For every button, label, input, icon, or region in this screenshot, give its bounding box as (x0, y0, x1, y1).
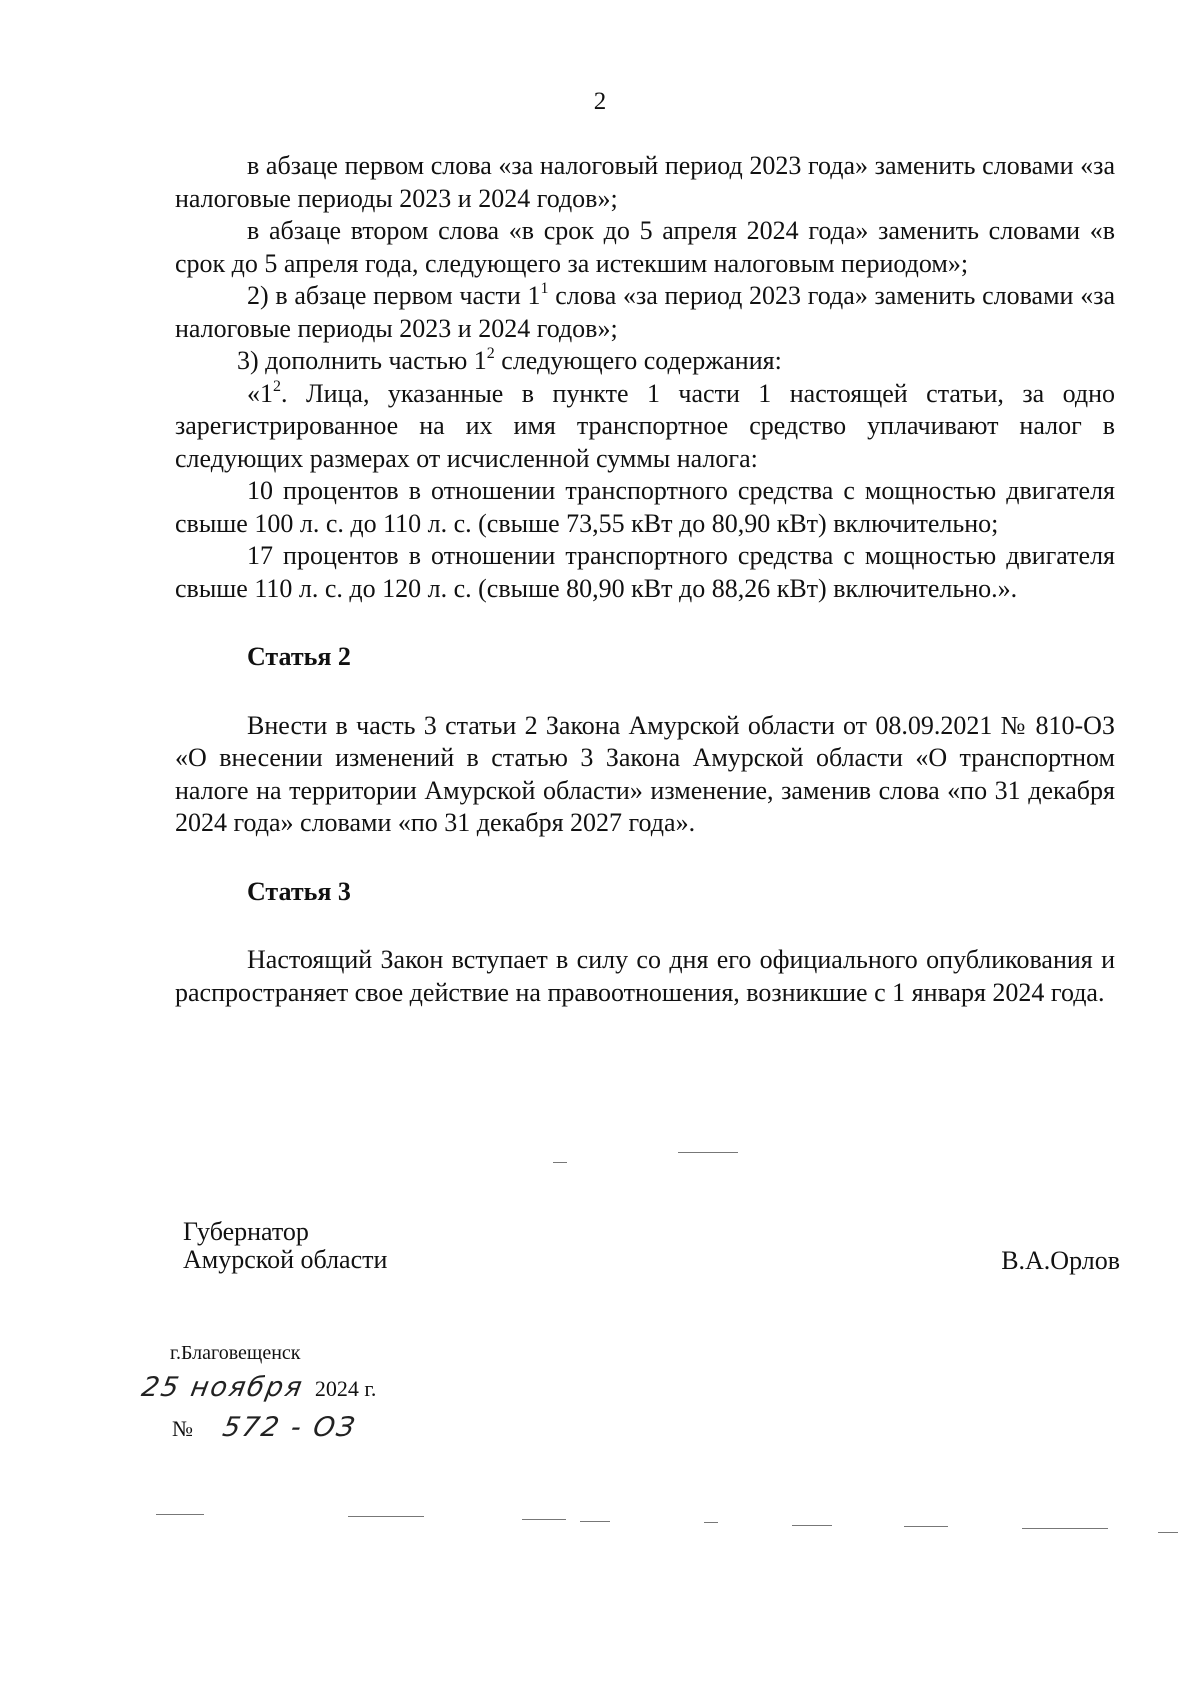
article-3-text: Настоящий Закон вступает в силу со дня его официального опубликования и распространяет свое действие на правоотношения, возникшие с 1 января 2024 года. (175, 945, 1115, 1007)
signatory-title (183, 1218, 387, 1274)
paragraph-rate-17: 17 процентов в отношении транспортного средства с мощностью двигателя свыше 110 л. с. до 120 л. с. (свыше 80,90 кВт до 88,26 кВт) включительно.». (175, 541, 1115, 603)
item-2-text-start: 2) в абзаце первом части 1 (247, 281, 541, 310)
part-1-2-superscript: 2 (273, 377, 281, 395)
item-3-text-end: следующего содержания: (494, 346, 782, 375)
article-2-text: Внести в часть 3 статьи 2 Закона Амурской области от 08.09.2021 № 810-ОЗ «О внесении изменений в статью 3 Закона Амурской области «О транспортном налоге на территории Амурской области» изменение, заменив слова «по 31 декабря 2024 года» словами «по 31 декабря 2027 года». (175, 710, 1115, 837)
item-3-superscript: 2 (486, 345, 495, 362)
scan-artifact-line (792, 1525, 832, 1526)
scan-artifact-line (580, 1521, 610, 1522)
item-3-text-start: 3) дополнить частью 1 (237, 346, 487, 375)
scan-artifact-line (348, 1516, 424, 1517)
place-of-signing: г.Благовещенск (170, 1342, 301, 1364)
signatory-name: В.А.Орлов (1001, 1246, 1120, 1275)
paragraph-part-1-2 (175, 378, 1115, 476)
article-3-heading: Статья 3 (247, 876, 351, 906)
handwritten-law-number: 572 - ОЗ (219, 1412, 359, 1443)
number-sign: № (172, 1416, 193, 1441)
article-2-heading: Статья 2 (247, 642, 351, 671)
scan-artifact-line (553, 1162, 567, 1163)
paragraph-item-2 (175, 280, 1115, 345)
scan-artifact-line (522, 1519, 566, 1520)
date-year: 2024 г. (314, 1376, 377, 1401)
scan-artifact-line (904, 1526, 948, 1527)
signatory-title-line-1: Губернатор (183, 1217, 309, 1246)
paragraph-rate-10: 10 процентов в отношении транспортного средства с мощностью двигателя свыше 100 л. с. до 110 л. с. (свыше 73,55 кВт до 80,90 кВт) включительно; (175, 476, 1115, 538)
item-2-superscript: 1 (540, 280, 549, 297)
signing-date (139, 1372, 377, 1406)
paragraph-item-3 (175, 345, 1115, 378)
scan-artifact-line (1022, 1528, 1108, 1529)
law-text (175, 150, 1115, 1009)
paragraph-amendment-second: в абзаце втором слова «в срок до 5 апреля 2024 года» заменить словами «в срок до 5 апреля года, следующего за истекшим налоговым периодом»; (175, 216, 1115, 278)
paragraph-amendment-first: в абзаце первом слова «за налоговый период 2023 года» заменить словами «за налоговые периоды 2023 и 2024 годов»; (175, 151, 1115, 213)
part-1-2-text-start: «1 (247, 378, 273, 408)
scan-artifact-line (704, 1522, 718, 1523)
item-2-text-end: слова «за период 2023 года» заменить словами «за налоговые периоды 2023 и 2024 годов»; (175, 281, 1116, 343)
handwritten-date: 25 ноября (139, 1372, 307, 1403)
scan-artifact-line (678, 1152, 738, 1153)
scan-artifact-line (156, 1514, 204, 1515)
signatory-title-line-2: Амурской области (183, 1245, 388, 1274)
scan-artifact-line (1158, 1532, 1178, 1533)
part-1-2-text-end: . Лица, указанные в пункте 1 части 1 настоящей статьи, за одно зарегистрированное на их имя транспортное средство уплачивают налог в следующих размерах от исчисленной суммы налога: (175, 378, 1115, 473)
law-number (172, 1406, 359, 1443)
page-number: 2 (593, 88, 607, 115)
